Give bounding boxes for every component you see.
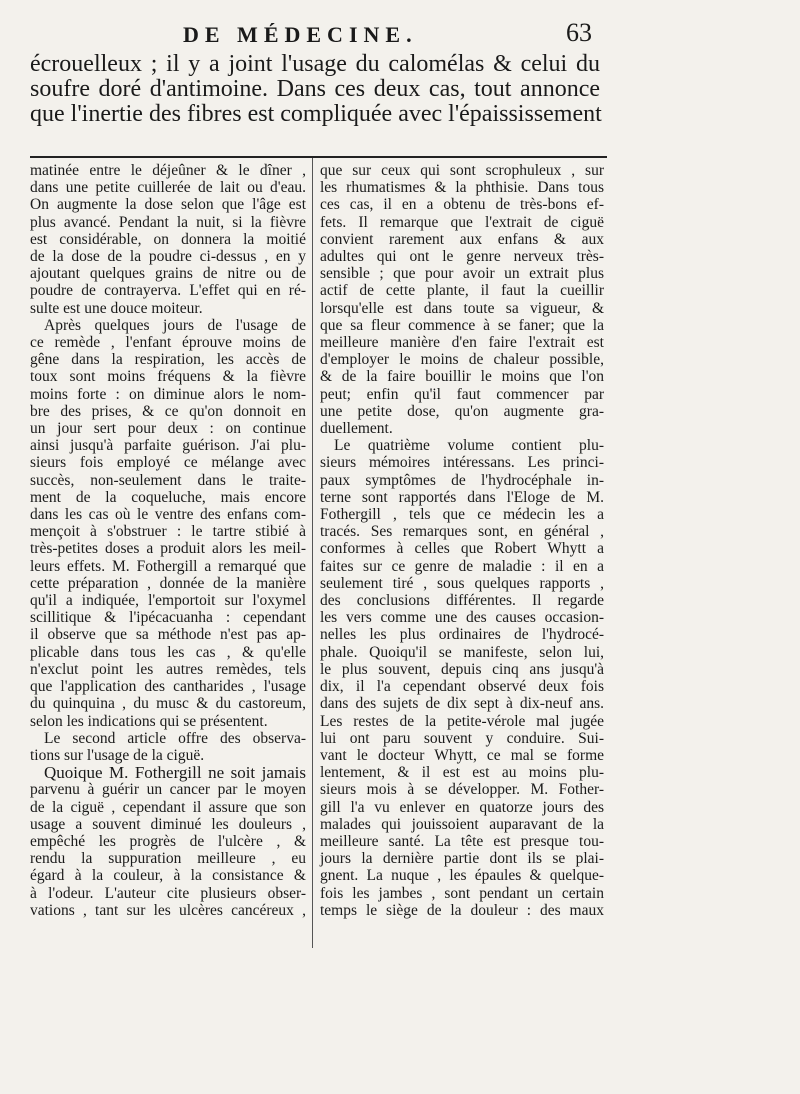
text-line: moins forte : on diminue alors le nom- — [30, 385, 306, 403]
text-line: paux symptômes de l'hydrocéphale in- — [320, 471, 604, 489]
text-line: tracés. Ses remarques sont, en général , — [320, 523, 604, 541]
text-line: de la dose de la poudre ci-dessus , en y — [30, 248, 306, 266]
column-divider — [312, 158, 313, 948]
text-line: jours la dernière partie dont ils se plai- — [320, 850, 604, 868]
text-line: succès, non-seulement dans le traite- — [30, 471, 306, 489]
text-line: faites sur ce genre de maladie : il en a — [320, 557, 604, 575]
text-line: lentement, & il est est au moins plu- — [320, 764, 604, 782]
text-line: ces cas, il en a obtenu de très-bons ef- — [320, 196, 604, 214]
text-line: Après quelques jours de l'usage de — [44, 316, 306, 334]
text-line: gill l'a vu enlever en quatorze jours des — [320, 798, 604, 816]
text-line: les rhumatismes & la phthisie. Dans tous — [320, 179, 604, 197]
text-line: ment de la coqueluche, mais encore — [30, 488, 306, 506]
text-line: usage a souvent diminué les douleurs , — [30, 815, 306, 833]
text-line: une petite dose, qu'on augmente gra- — [320, 402, 604, 420]
text-line: vant le docteur Whytt, ce mal se forme — [320, 746, 604, 764]
page-header — [0, 18, 800, 50]
text-line: lui ont paru souvent y conduire. Sui- — [320, 729, 604, 747]
text-line: bre des prises, & ce qu'on donnoit en — [30, 402, 306, 420]
text-line: ce remède , l'enfant éprouve moins de — [30, 334, 306, 352]
text-line: d'employer le moins de chaleur possible, — [320, 351, 604, 369]
text-line: lorsqu'elle est dans toute sa vigueur, & — [320, 299, 604, 317]
text-line: n'exclut point les autres remèdes, tels — [30, 660, 306, 678]
text-line: du quinquina , du musc & du castoreum, — [30, 695, 306, 713]
text-line: tions sur l'usage de la ciguë. — [30, 746, 205, 764]
text-line: gêne dans la respiration, les accès de — [30, 351, 306, 369]
text-line: fets. Il remarque que l'extrait de ciguë — [320, 213, 604, 231]
text-line: scillitique & l'ipécacuanha : cependant — [30, 609, 306, 627]
text-line: dans des sujets de dix sept à dix-neuf ans. — [320, 695, 604, 713]
intro-line: écrouelleux ; il y a joint l'usage du calomélas & celui du — [30, 51, 600, 77]
intro-line: soufre doré d'antimoine. Dans ces deux cas, tout annonce — [30, 76, 600, 102]
text-line: leurs effets. M. Fothergill a remarqué que — [30, 557, 306, 575]
text-line: sieurs mois à se développer. M. Fother- — [320, 781, 604, 799]
text-line: que l'application des cantharides , l'usage — [30, 678, 306, 696]
text-line: cette préparation , donnée de la manière — [30, 574, 306, 592]
text-line: gnent. La nuque , les épaules & quelque- — [320, 867, 604, 885]
text-line: est considérable, on donnera la moitié — [30, 230, 306, 248]
text-line: que sa fleur commence à se faner; que la — [320, 316, 604, 334]
text-line: le plus souvent, depuis cinq ans jusqu'à — [320, 660, 604, 678]
text-line: sieurs mémoires intéressans. Les princi- — [320, 454, 604, 472]
text-line: un jour sert pour deux : on continue — [30, 420, 306, 438]
text-line: convient rarement aux enfans & aux — [320, 230, 604, 248]
text-line: sensible ; que pour avoir un extrait plus — [320, 265, 604, 283]
text-line: ajoutant quelques grains de nitre ou de — [30, 265, 306, 283]
text-line: poudre de contrayerva. L'effet qui en ré- — [30, 282, 306, 300]
text-line: Les restes de la petite-vérole mal jugée — [320, 712, 604, 730]
text-line: conformes à celles que Robert Whytt a — [320, 540, 604, 558]
text-line: Le second article offre des observa- — [44, 729, 306, 747]
text-line: terne sont rapportés dans l'Eloge de M. — [320, 488, 604, 506]
text-line: sulte est une douce moiteur. — [30, 299, 203, 317]
right-column — [320, 162, 604, 919]
text-line: Quoique M. Fothergill ne soit jamais — [44, 763, 306, 783]
running-head: DE MÉDECINE. — [183, 22, 418, 47]
text-line: & de la faire bouillir le moins que l'on — [320, 368, 604, 386]
text-line: dix, il l'a cependant observé deux fois — [320, 678, 604, 696]
text-line: très-petites doses a produit alors les meil- — [30, 540, 306, 558]
text-line: phale. Quoiqu'il se manifeste, selon lui, — [320, 643, 604, 661]
text-line: des conclusions différentes. Il regarde — [320, 592, 604, 610]
text-line: que sur ceux qui sont scrophuleux , sur — [320, 162, 604, 179]
text-line: On augmente la dose selon que l'âge est — [30, 196, 306, 214]
text-line: plus avancé. Pendant la nuit, si la fièvre — [30, 213, 306, 231]
text-line: les vers comme une des causes occasion- — [320, 609, 604, 627]
text-line: dans une petite cuillerée de lait ou d'eau. — [30, 179, 306, 197]
left-column — [30, 162, 306, 919]
text-line: fois les jambes , sont pendant un certain — [320, 884, 604, 902]
text-line: sieurs fois employé ce mélange avec — [30, 454, 306, 472]
horizontal-rule — [30, 156, 607, 158]
text-line: vations , tant sur les ulcères cancéreux , — [30, 901, 306, 919]
page-number: 63 — [566, 18, 592, 47]
text-line: nelles les plus ordinaires de l'hydrocé- — [320, 626, 604, 644]
text-line: seulement tiré , sous quelques rapports , — [320, 574, 604, 592]
text-line: Le quatrième volume contient plu- — [334, 437, 604, 455]
text-line: plicable dans tous les cas , & qu'elle — [30, 643, 306, 661]
intro-line: que l'inertie des fibres est compliquée avec l'épaississement — [30, 101, 602, 127]
text-line: il observe que sa méthode n'est pas ap- — [30, 626, 306, 644]
text-line: rendu la suppuration meilleure , eu — [30, 850, 306, 868]
text-line: mençoit à s'obstruer : le tartre stibié à — [30, 523, 306, 541]
text-line: empêché les progrès de l'ulcère , & — [30, 832, 306, 850]
text-line: selon les indications qui se présentent. — [30, 712, 268, 730]
text-line: ainsi jusqu'à parfaite guérison. J'ai plu- — [30, 437, 306, 455]
text-line: parvenu à guérir un cancer par le moyen — [30, 781, 306, 799]
text-line: actif de cette plante, il faut la cueillir — [320, 282, 604, 300]
text-line: qu'il a indiquée, l'emportoit sur l'oxymel — [30, 592, 306, 610]
text-line: meilleure santé. La tête est presque tou- — [320, 832, 604, 850]
text-line: toux sont moins fréquens & la fièvre — [30, 368, 306, 386]
text-line: dans les cas où le ventre des enfans com- — [30, 506, 306, 524]
text-line: temps le siège de la douleur : des maux — [320, 901, 604, 919]
text-line: de la ciguë , cependant il assure que son — [30, 798, 306, 816]
text-line: égard à la couleur, à la consistance & — [30, 867, 306, 885]
text-line: peut; enfin qu'il faut commencer par — [320, 385, 604, 403]
text-line: meilleure manière d'en faire l'extrait est — [320, 334, 604, 352]
intro-paragraph — [30, 52, 600, 127]
text-line: malades qui jouissoient auparavant de la — [320, 815, 604, 833]
text-line: matinée entre le déjeûner & le dîner , — [30, 162, 306, 179]
text-line: à l'odeur. L'auteur cite plusieurs obser- — [30, 884, 306, 902]
text-line: Fothergill , tels que ce médecin les a — [320, 506, 604, 524]
text-line: duellement. — [320, 420, 393, 438]
text-line: adultes qui ont le genre nerveux très- — [320, 248, 604, 266]
